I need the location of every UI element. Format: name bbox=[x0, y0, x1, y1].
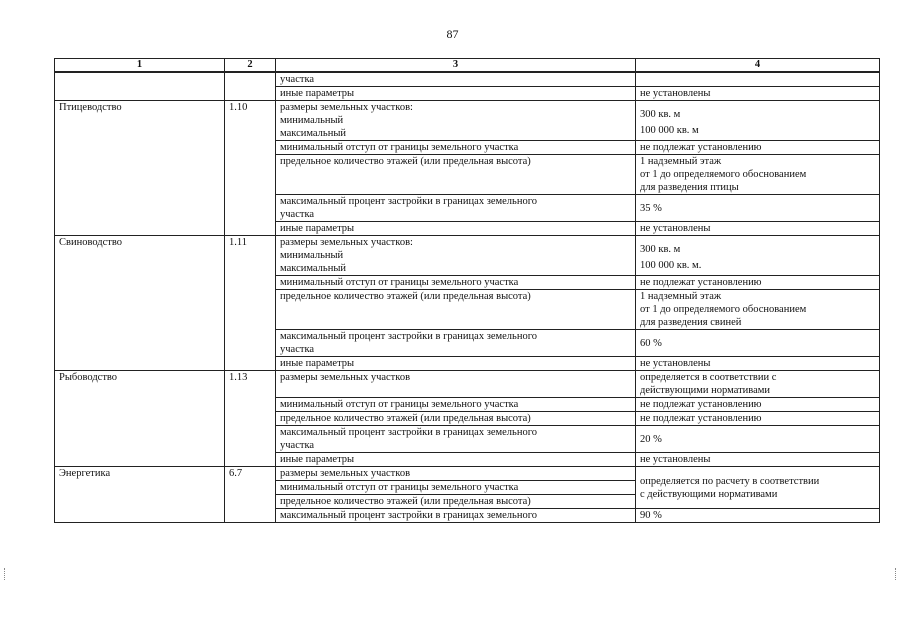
param-line: максимальный bbox=[280, 263, 346, 274]
value-cell bbox=[636, 222, 880, 236]
value-cell bbox=[636, 87, 880, 101]
land-use-name-cell bbox=[55, 371, 225, 467]
param-cell bbox=[276, 236, 636, 276]
land-use-name-cell bbox=[55, 467, 225, 523]
param-text: иные параметры bbox=[280, 88, 355, 99]
value-line: определяется в соответствии с bbox=[640, 372, 777, 383]
value-text: не установлены bbox=[640, 88, 711, 99]
value-cell bbox=[636, 195, 880, 222]
merged-value-cell bbox=[636, 467, 880, 509]
param-line: максимальный процент застройки в границах земельного bbox=[280, 331, 538, 342]
param-cell bbox=[276, 481, 636, 495]
value-cell bbox=[636, 276, 880, 290]
value-cell bbox=[636, 290, 880, 330]
param-line: минимальный bbox=[280, 250, 344, 261]
param-text: предельное количество этажей (или предельная высота) bbox=[280, 291, 531, 302]
value-line: 1 надземный этаж bbox=[640, 291, 722, 302]
param-line: участка bbox=[280, 209, 315, 220]
param-cell bbox=[276, 195, 636, 222]
param-text: иные параметры bbox=[280, 454, 355, 465]
continuation-name-cell bbox=[55, 72, 225, 101]
param-cell bbox=[276, 412, 636, 426]
param-line: размеры земельных участков: bbox=[280, 237, 413, 248]
value-line: действующими нормативами bbox=[640, 385, 771, 396]
param-line: размеры земельных участков: bbox=[280, 102, 413, 113]
value-cell bbox=[636, 155, 880, 195]
land-use-code-cell bbox=[225, 467, 276, 523]
table-row bbox=[55, 371, 880, 398]
value-line: 100 000 кв. м. bbox=[640, 260, 702, 271]
value-cell bbox=[636, 72, 880, 87]
value-cell bbox=[636, 101, 880, 141]
land-use-name: Свиноводство bbox=[59, 237, 123, 248]
value-line: определяется по расчету в соответствии bbox=[640, 475, 820, 487]
param-cell bbox=[276, 290, 636, 330]
value-text: не установлены bbox=[640, 358, 711, 369]
param-cell bbox=[276, 330, 636, 357]
value-line: для разведения свиней bbox=[640, 317, 742, 328]
param-text: предельное количество этажей (или предельная высота) bbox=[280, 413, 531, 424]
param-cell bbox=[276, 276, 636, 290]
value-cell bbox=[636, 412, 880, 426]
param-cell bbox=[276, 398, 636, 412]
param-line: максимальный процент застройки в границах земельного bbox=[280, 427, 538, 438]
param-text: предельное количество этажей (или предельная высота) bbox=[280, 156, 531, 167]
param-cell bbox=[276, 72, 636, 87]
table-header-row bbox=[55, 59, 880, 73]
param-cell bbox=[276, 509, 636, 523]
param-cell bbox=[276, 426, 636, 453]
value-line: от 1 до определяемого обоснованием bbox=[640, 169, 807, 180]
param-cell bbox=[276, 222, 636, 236]
table-row bbox=[55, 236, 880, 276]
value-line: для разведения птицы bbox=[640, 182, 739, 193]
value-cell bbox=[636, 509, 880, 523]
param-line: участка bbox=[280, 344, 315, 355]
param-line: минимальный bbox=[280, 115, 344, 126]
value-line: 300 кв. м bbox=[640, 109, 681, 120]
param-text: предельное количество этажей (или предельная высота) bbox=[280, 496, 531, 507]
header-col-3: 3 bbox=[276, 59, 636, 73]
param-line: участка bbox=[280, 440, 315, 451]
param-text: минимальный отступ от границы земельного участка bbox=[280, 482, 519, 493]
value-line: 100 000 кв. м bbox=[640, 125, 699, 136]
param-cell bbox=[276, 141, 636, 155]
land-use-code: 6.7 bbox=[229, 468, 243, 479]
value-line: с действующими нормативами bbox=[640, 488, 778, 500]
param-text: иные параметры bbox=[280, 358, 355, 369]
table-row bbox=[55, 101, 880, 141]
param-cell bbox=[276, 357, 636, 371]
value-text: 90 % bbox=[640, 510, 662, 521]
value-cell bbox=[636, 330, 880, 357]
scan-edge-mark-left bbox=[4, 568, 11, 580]
value-text: не подлежат установлению bbox=[640, 399, 762, 410]
page-number: 87 bbox=[446, 27, 459, 41]
value-text: не установлены bbox=[640, 454, 711, 465]
value-text: не подлежат установлению bbox=[640, 142, 762, 153]
param-text: минимальный отступ от границы земельного участка bbox=[280, 142, 519, 153]
param-cell bbox=[276, 371, 636, 398]
continuation-code-cell bbox=[225, 72, 276, 101]
param-cell bbox=[276, 101, 636, 141]
land-use-name-cell bbox=[55, 101, 225, 236]
land-use-name: Энергетика bbox=[59, 468, 111, 479]
value-text: не подлежат установлению bbox=[640, 413, 762, 424]
param-text: размеры земельных участков bbox=[280, 468, 411, 479]
land-use-code-cell bbox=[225, 236, 276, 371]
land-use-parameters-table bbox=[54, 58, 880, 523]
value-cell bbox=[636, 141, 880, 155]
table-row bbox=[55, 467, 880, 481]
param-cell bbox=[276, 453, 636, 467]
value-cell bbox=[636, 426, 880, 453]
value-text: 60 % bbox=[640, 337, 662, 349]
header-col-2: 2 bbox=[225, 59, 276, 73]
value-text: не подлежат установлению bbox=[640, 277, 762, 288]
value-text: 20 % bbox=[640, 433, 662, 445]
value-cell bbox=[636, 398, 880, 412]
scan-edge-mark-right bbox=[895, 568, 902, 580]
value-cell bbox=[636, 453, 880, 467]
value-cell bbox=[636, 357, 880, 371]
land-use-code-cell bbox=[225, 371, 276, 467]
param-cell bbox=[276, 495, 636, 509]
param-text: иные параметры bbox=[280, 223, 355, 234]
land-use-name-cell bbox=[55, 236, 225, 371]
value-line: 300 кв. м bbox=[640, 244, 681, 255]
value-line: 1 надземный этаж bbox=[640, 156, 722, 167]
value-text: 35 % bbox=[640, 202, 662, 214]
land-use-code: 1.11 bbox=[229, 237, 247, 248]
header-col-4: 4 bbox=[636, 59, 880, 73]
land-use-code: 1.10 bbox=[229, 102, 248, 113]
param-text: размеры земельных участков bbox=[280, 372, 411, 383]
param-text: минимальный отступ от границы земельного участка bbox=[280, 399, 519, 410]
param-line: максимальный процент застройки в границах земельного bbox=[280, 196, 538, 207]
value-cell bbox=[636, 371, 880, 398]
land-use-code: 1.13 bbox=[229, 372, 248, 383]
param-cell bbox=[276, 155, 636, 195]
param-line: максимальный bbox=[280, 128, 346, 139]
value-line: от 1 до определяемого обоснованием bbox=[640, 304, 807, 315]
table-row bbox=[55, 72, 880, 87]
param-text: минимальный отступ от границы земельного участка bbox=[280, 277, 519, 288]
value-text: не установлены bbox=[640, 223, 711, 234]
param-text: участка bbox=[280, 74, 315, 85]
param-text: максимальный процент застройки в границах земельного bbox=[280, 510, 538, 521]
value-cell bbox=[636, 236, 880, 276]
param-cell bbox=[276, 87, 636, 101]
land-use-name: Птицеводство bbox=[59, 102, 122, 113]
header-col-1: 1 bbox=[55, 59, 225, 73]
land-use-code-cell bbox=[225, 101, 276, 236]
land-use-name: Рыбоводство bbox=[59, 372, 118, 383]
param-cell bbox=[276, 467, 636, 481]
